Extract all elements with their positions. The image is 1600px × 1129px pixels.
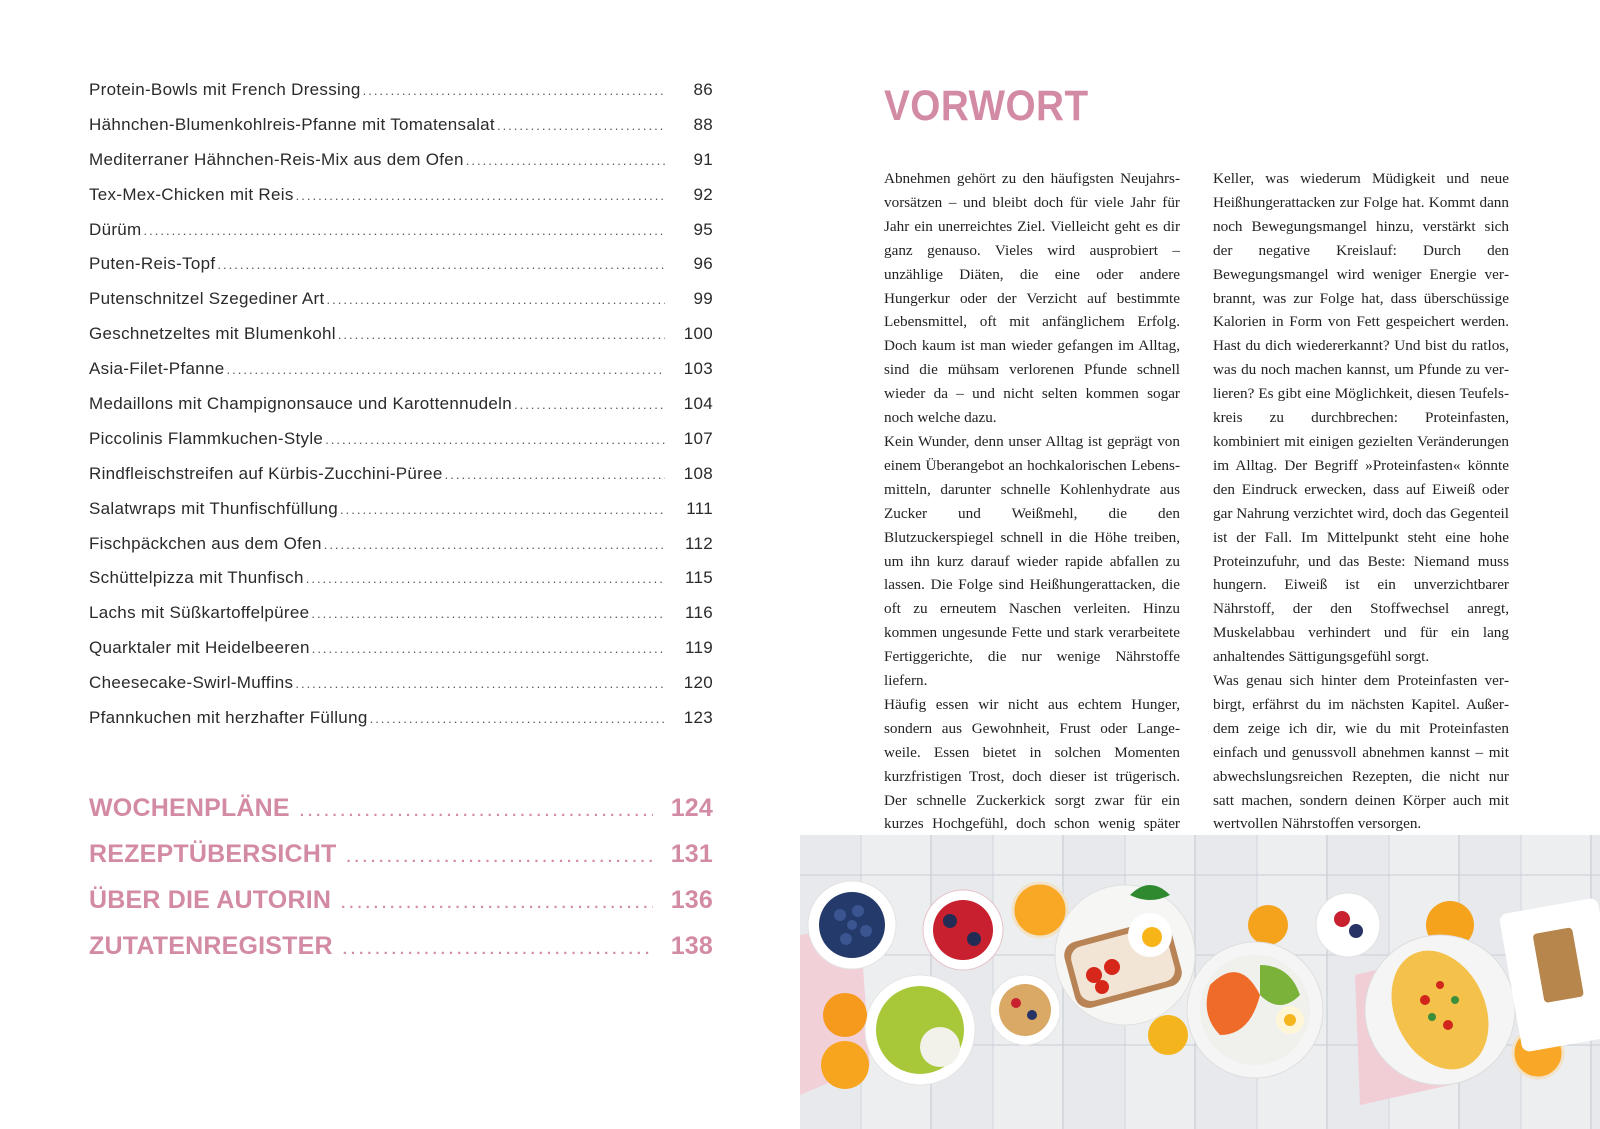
toc-entry-page: 96	[693, 254, 713, 274]
toc-entry-title: Schüttelpizza mit Thunfisch	[89, 568, 304, 588]
toc-entry-page: 112	[684, 533, 713, 553]
toc-entry-title: Fischpäckchen aus dem Ofen	[89, 533, 322, 553]
toc-entry-title: Dürüm	[89, 219, 142, 239]
dot-leader	[340, 502, 665, 517]
toc-sections	[89, 794, 713, 978]
toc-entry-page: 103	[683, 359, 713, 379]
dot-leader	[312, 641, 665, 656]
toc-entry	[89, 115, 713, 150]
text-column-1	[884, 167, 1180, 860]
toc-list	[89, 80, 713, 743]
toc-entry-page: 115	[684, 568, 713, 588]
toc-entry	[89, 429, 713, 464]
toc-entry-title: Pfannkuchen mit herzhafter Füllung	[89, 708, 368, 728]
toc-entry-page: 99	[693, 289, 713, 309]
toc-entry-title: Protein-Bowls mit French Dressing	[89, 80, 361, 99]
dot-leader	[343, 941, 653, 958]
dot-leader	[346, 849, 653, 866]
toc-entry-page: 123	[683, 708, 713, 728]
toc-entry-title: Salatwraps mit Thunfischfüllung	[89, 498, 338, 518]
toc-entry-page: 86	[693, 80, 713, 99]
toc-entry	[89, 464, 713, 499]
dot-leader	[324, 537, 665, 552]
toc-entry	[89, 185, 713, 220]
dot-leader	[300, 803, 653, 820]
toc-entry-page: 119	[684, 638, 713, 658]
food-photo-illustration	[800, 835, 1600, 1129]
dot-leader	[296, 188, 665, 203]
toc-section-title: REZEPTÜBERSICHT	[89, 840, 337, 868]
toc-entry	[89, 568, 713, 603]
toc-entry	[89, 499, 713, 534]
dot-leader	[370, 711, 665, 726]
toc-entry	[89, 359, 713, 394]
toc-section	[89, 840, 713, 886]
toc-entry-title: Quarktaler mit Heidelbeeren	[89, 638, 310, 658]
toc-entry	[89, 324, 713, 359]
toc-section-page: 138	[670, 932, 713, 960]
toc-entry-page: 100	[683, 324, 713, 344]
toc-section-title: ZUTATENREGISTER	[89, 932, 333, 960]
toc-entry	[89, 254, 713, 289]
toc-entry	[89, 80, 713, 115]
toc-entry-title: Asia-Filet-Pfanne	[89, 359, 225, 379]
toc-section-title: ÜBER DIE AUTORIN	[89, 886, 332, 914]
toc-entry-page: 92	[693, 184, 713, 204]
dot-leader	[341, 895, 653, 912]
toc-entry	[89, 708, 713, 743]
paragraph: Kein Wunder, denn unser Alltag ist geprägt von einem Überangebot an hochkalorischen Lebensmitteln, darunter schnelle Kohlenhydrate aus Zucker und Weißmehl, die den Blutzuckerspiegel schnell in die Höhe treiben, um ihn kurz darauf wieder rapide abfallen zu lassen. Die Folge sind Heißhungerattacken, die oft zu erneutem Naschen verleiten. Hinzu kommen ungesunde Fette und stark verarbeitete Fertiggerichte, die nur wenige Nährstoffe liefern.	[884, 432, 1180, 690]
toc-entry-page: 95	[693, 219, 713, 239]
toc-section-page: 131	[670, 840, 713, 868]
toc-section	[89, 886, 713, 932]
dot-leader	[144, 223, 665, 238]
toc-section	[89, 794, 713, 840]
dot-leader	[363, 83, 665, 98]
dot-leader	[217, 257, 665, 272]
toc-entry-page: 104	[683, 394, 713, 414]
toc-entry-page: 88	[693, 114, 713, 134]
toc-entry-title: Cheesecake-Swirl-Muffins	[89, 673, 294, 693]
dot-leader	[306, 571, 665, 586]
toc-entry-page: 111	[686, 498, 713, 518]
dot-leader	[445, 467, 665, 482]
toc-entry	[89, 220, 713, 255]
paragraph: Was genau sich hinter dem Proteinfasten verbirgt, erfährst du im nächsten Kapitel. Außerdem zeige ich dir, wie du mit Proteinfasten einfach und genussvoll abnehmen kannst – mit abwechslungsreichen Rezepten, die nicht nur satt machen, sondern deinen Körper auch mit wertvollen Nährstoffen versorgen.	[1213, 672, 1509, 833]
food-photo	[800, 835, 1600, 1129]
dot-leader	[514, 397, 665, 412]
toc-section-page: 124	[670, 794, 713, 822]
dot-leader	[338, 327, 665, 342]
toc-entry-title: Puten-Reis-Topf	[89, 254, 216, 274]
toc-entry-page: 107	[683, 428, 713, 448]
toc-section-page: 136	[670, 886, 713, 914]
toc-entry-title: Lachs mit Süßkartoffelpüree	[89, 603, 310, 623]
toc-section-title: WOCHENPLÄNE	[89, 794, 290, 822]
toc-section	[89, 932, 713, 978]
dot-leader	[497, 118, 665, 133]
toc-entry	[89, 534, 713, 569]
toc-entry-title: Tex-Mex-Chicken mit Reis	[89, 184, 294, 204]
toc-entry-title: Hähnchen-Blumenkohlreis-Pfanne mit Tomatensalat	[89, 114, 495, 134]
toc-entry-page: 108	[683, 463, 713, 483]
toc-entry-page: 116	[684, 603, 713, 623]
toc-entry	[89, 289, 713, 324]
toc-entry-title: Mediterraner Hähnchen-Reis-Mix aus dem Ofen	[89, 149, 464, 169]
paragraph: Abnehmen gehört zu den häufigsten Neujahrsvorsätzen – und bleibt doch für viele Jahr für Jahr ein unerreichtes Ziel. Vielleicht geht es dir ganz genauso. Vieles wird ausprobiert – unzählige Diäten, die eine oder andere Hungerkur oder der Verzicht auf bestimmte Lebensmittel, oft mit anfänglichem Erfolg. Doch kaum ist man wieder gefangen im Alltag, sind die mühsam verlorenen Pfunde schnell wieder da – und nicht selten kommen sogar noch welche dazu.	[884, 170, 1180, 427]
dot-leader	[295, 676, 665, 691]
toc-entry	[89, 638, 713, 673]
toc-entry-title: Putenschnitzel Szegediner Art	[89, 289, 325, 309]
toc-entry	[89, 603, 713, 638]
toc-entry-page: 120	[683, 673, 713, 693]
toc-entry-title: Rindfleischstreifen auf Kürbis-Zucchini-Püree	[89, 463, 443, 483]
dot-leader	[327, 292, 665, 307]
dot-leader	[311, 606, 665, 621]
toc-entry	[89, 150, 713, 185]
toc-entry-page: 91	[693, 149, 713, 169]
dot-leader	[227, 362, 666, 377]
toc-entry-title: Piccolinis Flammkuchen-Style	[89, 428, 324, 448]
toc-entry	[89, 394, 713, 429]
dot-leader	[325, 432, 665, 447]
toc-entry-title: Medaillons mit Champignonsauce und Karottennudeln	[89, 394, 512, 414]
toc-entry-title: Geschnetzeltes mit Blumenkohl	[89, 324, 336, 344]
paragraph: Keller, was wiederum Müdigkeit und neue Heißhungerattacken zur Folge hat. Kommt dann noch Bewegungsmangel hinzu, verstärkt sich der negative Kreislauf: Durch den Bewegungsmangel wird weniger Energie verbrannt, was zur Folge hat, dass überschüssige Kalorien in Form von Fett gespeichert werden. Hast du dich wiedererkannt? Und bist du ratlos, was du noch machen kannst, um Pfunde zu verlieren? Es gibt eine Möglichkeit, diesen Teufelskreis zu durchbrechen: Proteinfasten, kombiniert mit einigen gezielten Veränderungen im Alltag. Der Begriff »Proteinfasten« könnte den Eindruck erwecken, dass auf Eiweiß oder gar Nahrung verzichtet wird, doch das Gegenteil ist der Fall. Im Mittelpunkt steht eine hohe Proteinzufuhr, und das Beste: Niemand muss hungern. Eiweiß ist ein unverzichtbarer Nährstoff, der den Stoffwechsel anregt, Muskelabbau verhindert und für ein lang anhaltendes Sättigungsgefühl sorgt.	[1213, 170, 1509, 666]
toc-entry	[89, 673, 713, 708]
paragraph: Häufig essen wir nicht aus echtem Hunger, sondern aus Gewohnheit, Frust oder Langeweile. Essen bietet in solchen Momenten kurzfristigen Trost, doch dieser ist trügerisch. Der schnelle Zuckerkick sorgt zwar für ein kurzes Hochgefühl, doch schon wenig später	[884, 695, 1180, 833]
text-column-2	[1213, 167, 1509, 836]
dot-leader	[466, 153, 665, 168]
page-title: VORWORT	[884, 82, 1089, 130]
